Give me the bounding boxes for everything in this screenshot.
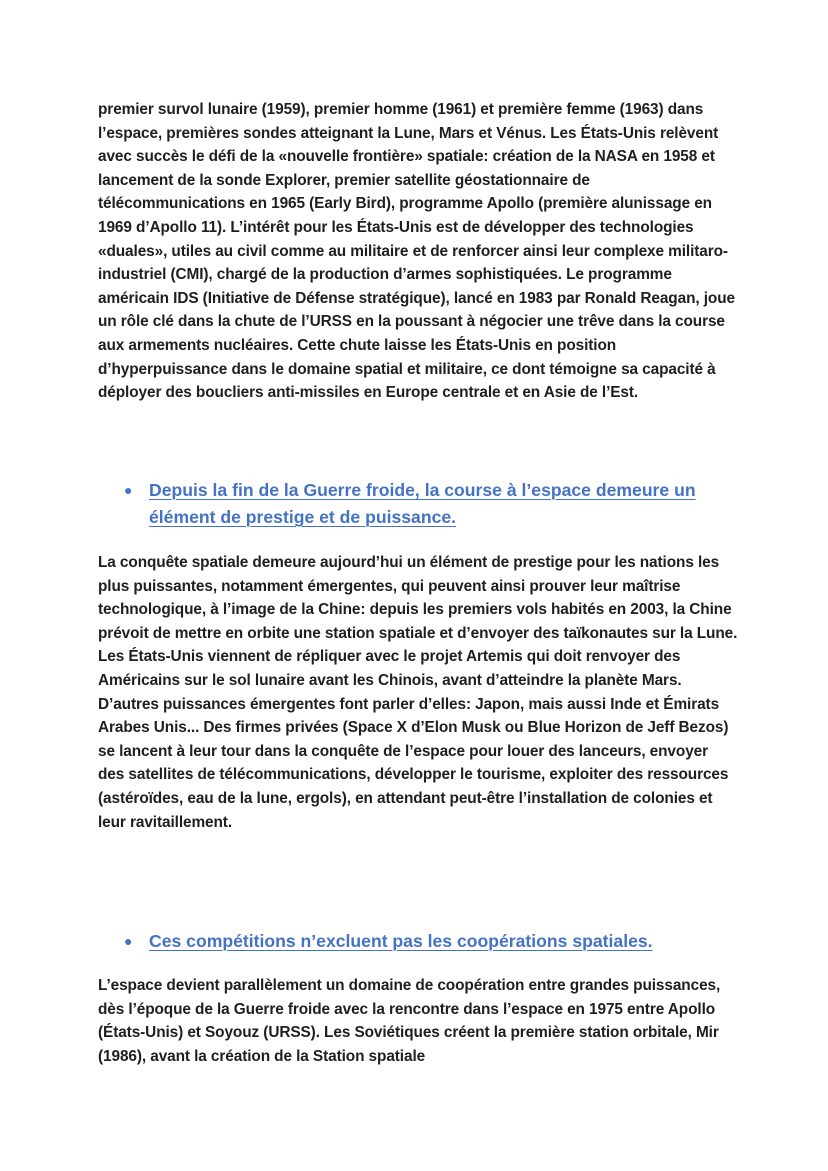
heading-link-cooperation[interactable]: Ces compétitions n’excluent pas les coopérations spatiales. [149,931,653,951]
heading-link-prestige[interactable]: Depuis la fin de la Guerre froide, la course à l’espace demeure un élément de prestige et de puissance. [149,480,696,527]
bullet-icon: ● [124,933,133,949]
paragraph-space-prestige: La conquête spatiale demeure aujourd’hui un élément de prestige pour les nations les plus puissantes, notamment émergentes, qui peuvent ainsi prouver leur maîtrise technologique, à l’image de la Chine: depuis les premiers vols habités en 2003, la Chine prévoit de mettre en orbite une station spatiale et d’envoyer des taïkonautes sur la Lune. Les États-Unis viennent de répliquer avec le projet Artemis qui doit renvoyer des Américains sur le sol lunaire avant les Chinois, avant d’atteindre la planète Mars. D’autres puissances émergentes font parler d’elles: Japon, mais aussi Inde et Émirats Arabes Unis... Des firmes privées (Space X d’Elon Musk ou Blue Horizon de Jeff Bezos) se lancent à leur tour dans la conquête de l’espace pour louer des lanceurs, envoyer des satellites de télécommunications, développer le tourisme, exploiter des ressources (astéroïdes, eau de la lune, ergols), en attendant peut-être l’installation de colonies et leur ravitaillement. [98,554,738,831]
bullet-icon: ● [124,482,133,498]
section-heading-prestige [124,477,744,531]
paragraph-space-cooperation: L’espace devient parallèlement un domaine de coopération entre grandes puissances, dès l’époque de la Guerre froide avec la rencontre dans l’espace en 1975 entre Apollo (États-Unis) et Soyouz (URSS). Les Soviétiques créent la première station orbitale, Mir (1986), avant la création de la Station spatiale [98,977,721,1065]
paragraph-space-race-cold-war: premier survol lunaire (1959), premier homme (1961) et première femme (1963) dans l’espace, premières sondes atteignant la Lune, Mars et Vénus. Les États-Unis relèvent avec succès le défi de la «nouvelle frontière» spatiale: création de la NASA en 1958 et lancement de la sonde Explorer, premier satellite géostationnaire de télécommunications en 1965 (Early Bird), programme Apollo (première alunissage en 1969 d’Apollo 11). L’intérêt pour les États-Unis est de développer des technologies «duales», utiles au civil comme au militaire et de renforcer ainsi leur complexe militaro-industriel (CMI), chargé de la production d’armes sophistiquées. Le programme américain IDS (Initiative de Défense stratégique), lancé en 1983 par Ronald Reagan, joue un rôle clé dans la chute de l’URSS en la poussant à négocier une trêve dans la course aux armements nucléaires. Cette chute laisse les États-Unis en position d’hyperpuissance dans le domaine spatial et militaire, ce dont témoigne sa capacité à déployer des boucliers anti-missiles en Europe centrale et en Asie de l’Est. [98,101,735,402]
section-heading-cooperation [124,928,744,955]
